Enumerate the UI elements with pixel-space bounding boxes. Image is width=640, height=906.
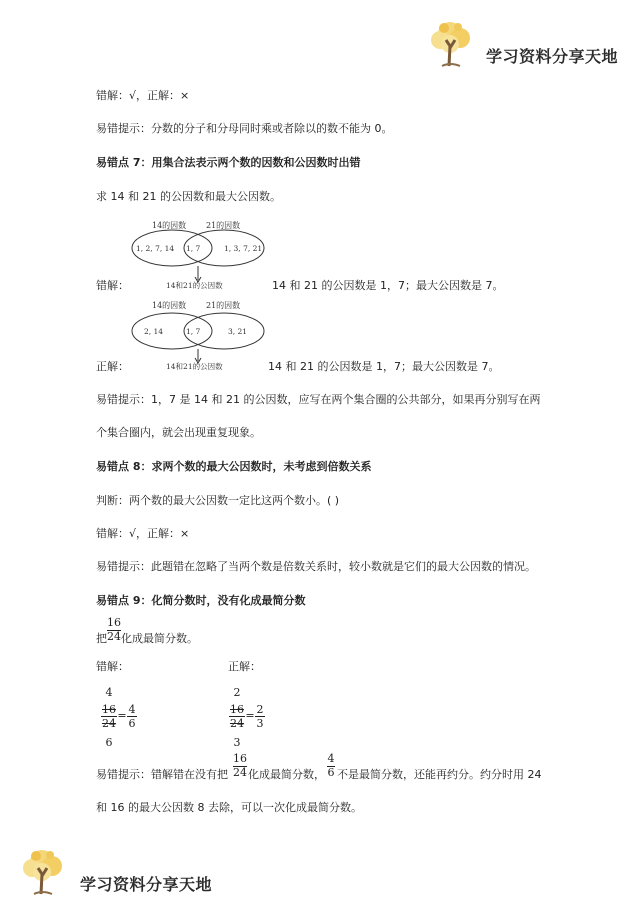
tip9-frac1-num: 16: [233, 752, 247, 765]
right9-eq: =: [245, 709, 255, 722]
venn-right-left: 2, 14: [144, 327, 164, 336]
wrong9-num-4: 4: [128, 703, 136, 716]
venn-wrong-right-title: 21的因数: [206, 221, 241, 230]
tip9-frac2-den: 6: [327, 766, 335, 779]
right9-16: 16: [230, 703, 244, 716]
venn-right-right-title: 21的因数: [206, 301, 241, 310]
venn-wrong-right: 1, 3, 7, 21: [224, 244, 263, 253]
wrong9-16: 16: [102, 703, 116, 716]
brand-name-bottom: 学习资料分享天地: [80, 875, 213, 894]
heading-8: 易错点 8：求两个数的最大公因数时，未考虑到倍数关系: [96, 460, 372, 473]
right-label: 正解：: [96, 360, 129, 373]
question-8: 判断：两个数的最大公因数一定比这两个数小。( ): [96, 494, 340, 507]
venn-right: [128, 297, 268, 373]
q9-denominator: 24: [107, 630, 121, 643]
wrong9-24: 24: [102, 717, 116, 730]
venn-right-left-title: 14的因数: [152, 301, 187, 310]
q9-prefix: 把: [96, 632, 107, 645]
venn-wrong-bottom: 14和21的公因数: [166, 281, 223, 290]
q9-numerator: 16: [107, 616, 121, 629]
right9-24: 24: [230, 717, 244, 730]
tip-9-part-2: 化成最简分数，: [248, 768, 325, 781]
tip9-frac1-den: 24: [233, 766, 247, 779]
tip-7-line-a: 易错提示：1，7 是 14 和 21 的公因数，应写在两个集合圈的公共部分，如果再分别写在两: [96, 393, 541, 406]
venn-right-bottom: 14和21的公因数: [166, 362, 223, 371]
right9-num-2: 2: [256, 703, 264, 716]
wrong9-den-6: 6: [128, 717, 136, 730]
q9-suffix: 化成最简分数。: [121, 632, 198, 645]
tip-9-part-3: 不是最简分数，还能再约分。约分时用 24: [337, 768, 542, 781]
tip-9-part-1: 易错提示：错解错在没有把: [96, 768, 228, 781]
venn-wrong-left: 1, 2, 7, 14: [136, 244, 175, 253]
tip9-frac2-num: 4: [327, 752, 335, 765]
wrong-label: 错解：: [96, 279, 129, 292]
venn-wrong-middle: 1, 7: [186, 244, 201, 253]
wrong-text: 14 和 21 的公因数是 1，7；最大公因数是 7。: [272, 279, 504, 292]
right-9-label: 正解：: [228, 660, 261, 673]
venn-right-middle: 1, 7: [186, 327, 201, 336]
heading-9: 易错点 9：化简分数时，没有化成最简分数: [96, 594, 306, 607]
tip-9-line-b: 和 16 的最大公因数 8 去除，可以一次化成最简分数。: [96, 801, 362, 814]
venn-wrong-left-title: 14的因数: [152, 221, 187, 230]
right-text: 14 和 21 的公因数是 1，7；最大公因数是 7。: [268, 360, 500, 373]
venn-right-right: 3, 21: [228, 327, 248, 336]
wrong9-bottom-6: 6: [105, 736, 113, 749]
wrong9-top-4: 4: [105, 686, 113, 699]
heading-7: 易错点 7：用集合法表示两个数的因数和公因数时出错: [96, 156, 361, 169]
answer-8: 错解：√，正解：×: [96, 527, 190, 540]
question-7: 求 14 和 21 的公因数和最大公因数。: [96, 190, 281, 203]
brand-name-top: 学习资料分享天地: [486, 47, 619, 66]
right9-top-2: 2: [233, 686, 241, 699]
wrong-9-label: 错解：: [96, 660, 129, 673]
tip-7-line-b: 个集合圈内，就会出现重复现象。: [96, 426, 261, 439]
line-answer-1: 错解：√，正解：×: [96, 89, 190, 102]
right9-den-3: 3: [256, 717, 264, 730]
right9-bottom-3: 3: [233, 736, 241, 749]
footer-logo: [20, 846, 68, 896]
tip-line-1: 易错提示：分数的分子和分母同时乘或者除以的数不能为 0。: [96, 122, 393, 135]
wrong9-eq: =: [117, 709, 127, 722]
brand-logo: [428, 18, 476, 68]
tip-8: 易错提示：此题错在忽略了当两个数是倍数关系时，较小数就是它们的最大公因数的情况。: [96, 560, 536, 573]
venn-wrong: [128, 216, 268, 292]
